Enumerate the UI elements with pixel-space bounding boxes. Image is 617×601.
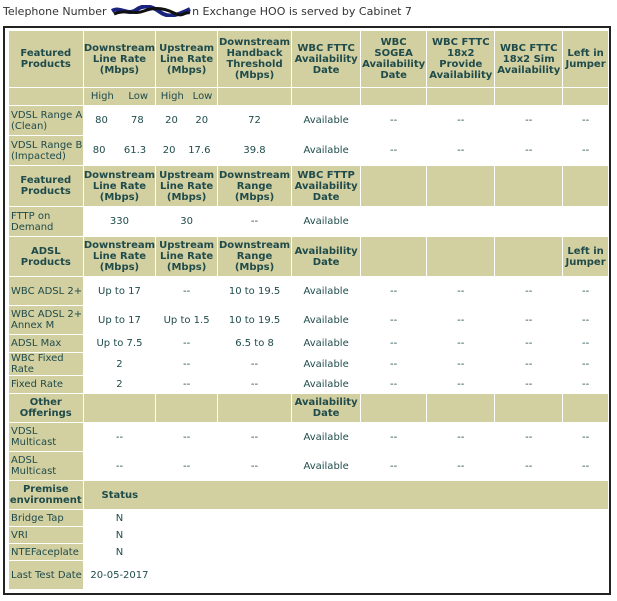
cell-value: -- (361, 452, 426, 480)
blank-cell (495, 394, 562, 422)
cell-value: -- (495, 306, 562, 334)
blank-cell (427, 166, 494, 206)
table-row (9, 136, 608, 165)
blank-cell (427, 88, 494, 105)
cell-value: 78 (131, 115, 144, 126)
cell-value: -- (156, 277, 216, 305)
cell-value: 10 to 19.5 (218, 277, 291, 305)
blank-cell (361, 394, 426, 422)
col-header: Downstream Range (Mbps) (218, 166, 291, 206)
cell-value: -- (361, 423, 426, 451)
heading-suffix: n Exchange HOO is served by Cabinet 7 (192, 5, 412, 18)
cell-value: -- (361, 353, 426, 375)
cell-value: -- (361, 335, 426, 352)
cell-value: Available (292, 423, 360, 451)
col-header: Other Offerings (9, 394, 83, 422)
cell-value: -- (563, 335, 608, 352)
col-header: WBC FTTC 18x2 Provide Availability (427, 31, 494, 87)
col-header: Left in Jumper (563, 237, 608, 276)
cell-value: Up to 1.5 (156, 306, 216, 334)
row-label: WBC Fixed Rate (9, 353, 83, 375)
availability-panel (3, 26, 611, 595)
cell-value: -- (218, 353, 291, 375)
cell-value: Available (292, 306, 360, 334)
table-row (9, 335, 608, 352)
high-low-cell (156, 106, 216, 135)
page-heading (3, 5, 412, 18)
row-label: VDSL Multicast (9, 423, 83, 451)
cell-value: 61.3 (123, 145, 147, 156)
redaction-scribble-icon (110, 5, 192, 17)
blank-cell (84, 394, 156, 422)
cell-value: -- (563, 106, 608, 135)
blank-cell (563, 166, 608, 206)
cell-value: 20-05-2017 (84, 561, 156, 589)
blank-cell (563, 88, 608, 105)
cell-value: 80 (92, 145, 106, 156)
sub-header-low: Low (128, 91, 149, 102)
cell-value: -- (218, 452, 291, 480)
cell-value: N (84, 544, 156, 560)
cell-value: Up to 17 (84, 277, 156, 305)
cell-value: -- (495, 353, 562, 375)
cell-value: N (84, 510, 156, 526)
blank-cell (156, 527, 608, 543)
cell-value: 30 (156, 207, 216, 236)
cell-value: -- (495, 452, 562, 480)
cell-value: -- (495, 136, 562, 165)
cell-value: 2 (84, 376, 156, 393)
cell-value: -- (563, 376, 608, 393)
blank-cell (9, 88, 83, 105)
col-header: Upstream Line Rate (Mbps) (156, 166, 216, 206)
table-row (9, 423, 608, 451)
blank-cell (156, 510, 608, 526)
table-row (9, 510, 608, 526)
blank-cell (292, 88, 360, 105)
table-row (9, 353, 608, 375)
table-row (9, 376, 608, 393)
cell-value: -- (427, 423, 494, 451)
cell-value: Available (292, 106, 360, 135)
blank-cell (156, 561, 608, 589)
blank-cell (495, 237, 562, 276)
cell-value: 20 (195, 115, 209, 126)
other-header-row (9, 394, 608, 422)
col-header: Left in Jumper (563, 31, 608, 87)
cell-value: 10 to 19.5 (218, 306, 291, 334)
col-header: Featured Products (9, 31, 83, 87)
cell-value: -- (495, 335, 562, 352)
cell-value: Available (292, 353, 360, 375)
table-row (9, 277, 608, 305)
cell-value: 6.5 to 8 (218, 335, 291, 352)
cell-value: -- (361, 376, 426, 393)
table-row (9, 561, 608, 589)
cell-value: -- (427, 376, 494, 393)
sub-header-high: High (90, 91, 114, 102)
cell-value: 17.6 (188, 145, 211, 156)
cell-value: 72 (218, 106, 291, 135)
row-label: VRI (9, 527, 83, 543)
row-label: Fixed Rate (9, 376, 83, 393)
blank-cell (156, 394, 216, 422)
cell-value: Available (292, 136, 360, 165)
row-label: Last Test Date (9, 561, 83, 589)
col-header: Featured Products (9, 166, 83, 206)
col-header: WBC FTTC Availability Date (292, 31, 360, 87)
adsl-header-row (9, 237, 608, 276)
blank-cell (495, 166, 562, 206)
cell-value: Available (292, 277, 360, 305)
cell-value: -- (427, 353, 494, 375)
cell-value: -- (563, 452, 608, 480)
col-header: Availability Date (292, 237, 360, 276)
table-row (9, 207, 608, 236)
cell-value: -- (495, 423, 562, 451)
col-header: Downstream Range (Mbps) (218, 237, 291, 276)
cell-value: -- (84, 452, 156, 480)
cell-value: -- (156, 376, 216, 393)
col-header: WBC FTTP Availability Date (292, 166, 360, 206)
cell-value: -- (427, 306, 494, 334)
cell-value: -- (156, 452, 216, 480)
col-header: Upstream Line Rate (Mbps) (156, 237, 216, 276)
high-low-cell (84, 88, 156, 105)
sub-header-high: High (160, 91, 184, 102)
high-low-cell (156, 88, 216, 105)
row-label: WBC ADSL 2+ Annex M (9, 306, 83, 334)
blank-cell (361, 88, 426, 105)
col-header: Status (84, 481, 608, 509)
table-row (9, 106, 608, 135)
row-label: FTTP on Demand (9, 207, 83, 236)
blank-cell (427, 207, 494, 236)
heading-prefix: Telephone Number (3, 5, 107, 18)
row-label: NTEFaceplate (9, 544, 83, 560)
vdsl-subheader-row (9, 88, 608, 105)
row-label: VDSL Range A (Clean) (9, 106, 83, 135)
table-row (9, 527, 608, 543)
cell-value: -- (156, 423, 216, 451)
cell-value: -- (495, 376, 562, 393)
blank-cell (156, 544, 608, 560)
table-row (9, 452, 608, 480)
cell-value: 39.8 (218, 136, 291, 165)
vdsl-header-row (9, 31, 608, 87)
cell-value: -- (361, 277, 426, 305)
blank-cell (361, 166, 426, 206)
cell-value: -- (427, 277, 494, 305)
cell-value: -- (218, 207, 291, 236)
availability-table (8, 30, 609, 590)
high-low-cell (84, 106, 156, 135)
cell-value: -- (156, 353, 216, 375)
col-header: Downstream Line Rate (Mbps) (84, 31, 156, 87)
sub-header-low: Low (192, 91, 213, 102)
cell-value: Up to 7.5 (84, 335, 156, 352)
cell-value: -- (563, 423, 608, 451)
col-header: WBC FTTC 18x2 Sim Availability (495, 31, 562, 87)
cell-value: Available (292, 452, 360, 480)
col-header: Availability Date (292, 394, 360, 422)
cell-value: -- (563, 353, 608, 375)
col-header: Downstream Line Rate (Mbps) (84, 166, 156, 206)
premise-header-row (9, 481, 608, 509)
col-header: Upstream Line Rate (Mbps) (156, 31, 216, 87)
blank-cell (361, 207, 426, 236)
cell-value: 2 (84, 353, 156, 375)
cell-value: -- (84, 423, 156, 451)
blank-cell (495, 207, 562, 236)
col-header: ADSL Products (9, 237, 83, 276)
table-row (9, 544, 608, 560)
cell-value: -- (427, 335, 494, 352)
high-low-cell (156, 136, 216, 165)
cell-value: -- (361, 136, 426, 165)
blank-cell (495, 88, 562, 105)
blank-cell (427, 237, 494, 276)
row-label: VDSL Range B (Impacted) (9, 136, 83, 165)
fttp-header-row (9, 166, 608, 206)
cell-value: -- (427, 452, 494, 480)
blank-cell (361, 237, 426, 276)
cell-value: Available (292, 207, 360, 236)
cell-value: -- (495, 277, 562, 305)
col-header: Premise environment (9, 481, 83, 509)
cell-value: -- (563, 306, 608, 334)
blank-cell (563, 394, 608, 422)
cell-value: -- (218, 423, 291, 451)
row-label: Bridge Tap (9, 510, 83, 526)
col-header: Downstream Line Rate (Mbps) (84, 237, 156, 276)
row-label: ADSL Multicast (9, 452, 83, 480)
high-low-cell (84, 136, 156, 165)
table-row (9, 306, 608, 334)
cell-value: -- (563, 136, 608, 165)
cell-value: 20 (162, 145, 176, 156)
blank-cell (427, 394, 494, 422)
cell-value: Available (292, 335, 360, 352)
cell-value: -- (495, 106, 562, 135)
cell-value: -- (427, 136, 494, 165)
cell-value: 80 (95, 115, 108, 126)
cell-value: -- (427, 106, 494, 135)
cell-value: Up to 17 (84, 306, 156, 334)
row-label: ADSL Max (9, 335, 83, 352)
cell-value: N (84, 527, 156, 543)
cell-value: 20 (165, 115, 178, 126)
cell-value: Available (292, 376, 360, 393)
cell-value: -- (361, 106, 426, 135)
blank-cell (563, 207, 608, 236)
blank-cell (218, 88, 291, 105)
cell-value: 330 (84, 207, 156, 236)
row-label: WBC ADSL 2+ (9, 277, 83, 305)
col-header: WBC SOGEA Availability Date (361, 31, 426, 87)
cell-value: -- (156, 335, 216, 352)
cell-value: -- (563, 277, 608, 305)
col-header: Downstream Handback Threshold (Mbps) (218, 31, 291, 87)
blank-cell (218, 394, 291, 422)
cell-value: -- (218, 376, 291, 393)
cell-value: -- (361, 306, 426, 334)
